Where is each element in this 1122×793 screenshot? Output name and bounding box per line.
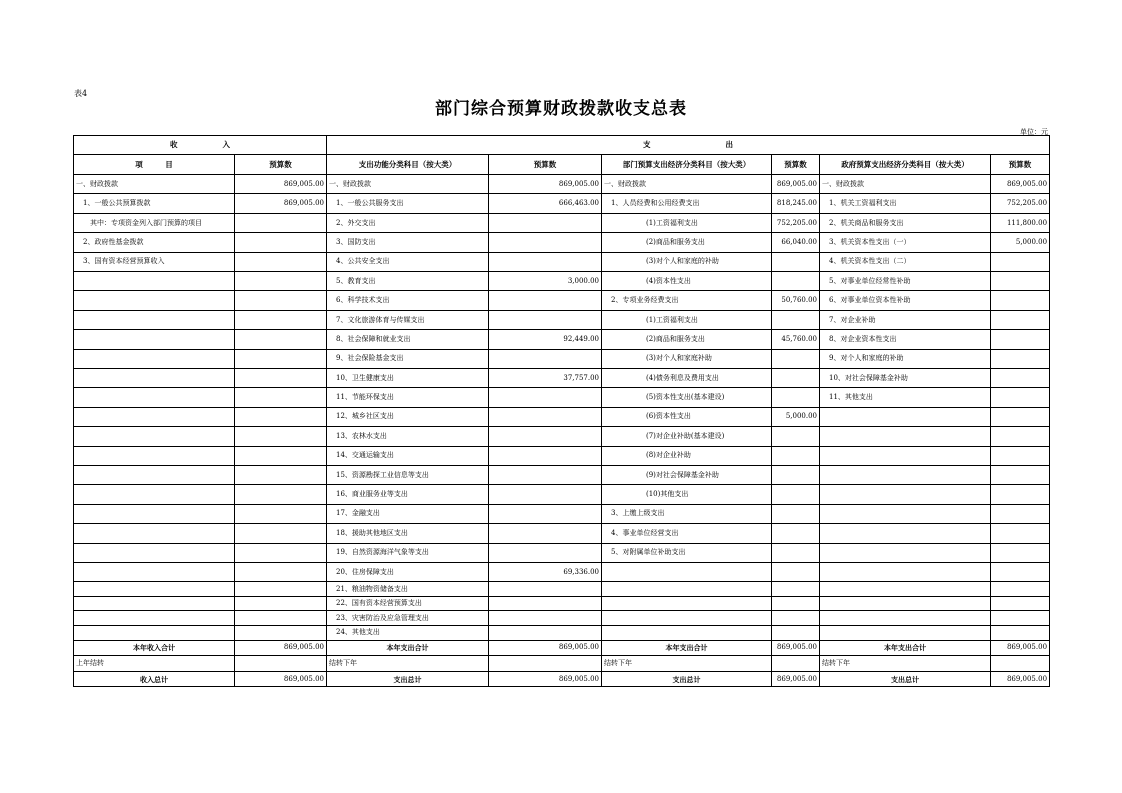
func-amount [489,388,602,407]
income-amount [235,330,327,349]
income-item [74,427,235,446]
grand-total-func-label: 支出总计 [327,671,489,687]
func-item: 2、外交支出 [327,213,489,232]
income-item [74,582,235,597]
year-total-income-amount: 869,005.00 [235,640,327,656]
func-item: 5、教育支出 [327,272,489,291]
gov-amount [991,562,1050,581]
gov-item [820,543,991,562]
gov-amount: 5,000.00 [991,233,1050,252]
table-row [74,272,1050,291]
func-amount [489,427,602,446]
dept-item [602,611,772,626]
dept-amount [772,626,820,641]
income-amount [235,349,327,368]
table-row [74,330,1050,349]
func-item: 18、援助其他地区支出 [327,524,489,543]
gov-item: 一、财政拨款 [820,175,991,194]
col-func-category: 支出功能分类科目（按大类） [327,154,489,175]
dept-amount [772,446,820,465]
col-income-item: 项 目 [74,154,235,175]
func-amount: 666,463.00 [489,194,602,213]
gov-amount: 752,205.00 [991,194,1050,213]
func-amount: 869,005.00 [489,175,602,194]
gov-item [820,485,991,504]
table-row [74,427,1050,446]
dept-amount [772,252,820,271]
dept-item: (1)工资福利支出 [602,213,772,232]
grand-total-gov-label: 支出总计 [820,671,991,687]
table-row [74,388,1050,407]
func-amount [489,626,602,641]
income-item: 2、政府性基金拨款 [74,233,235,252]
func-item: 8、社会保障和就业支出 [327,330,489,349]
income-item [74,349,235,368]
dept-item: (9)对社会保障基金补助 [602,465,772,484]
dept-item: (2)商品和服务支出 [602,330,772,349]
func-item: 10、卫生健康支出 [327,369,489,388]
func-amount [489,485,602,504]
income-item [74,485,235,504]
gov-amount [991,611,1050,626]
gov-amount [991,252,1050,271]
year-total-gov-label: 本年支出合计 [820,640,991,656]
income-item [74,446,235,465]
gov-amount [991,310,1050,329]
income-item [74,611,235,626]
income-amount: 869,005.00 [235,175,327,194]
func-item: 1、一般公共服务支出 [327,194,489,213]
func-amount [489,213,602,232]
gov-item: 9、对个人和家庭的补助 [820,349,991,368]
table-row [74,194,1050,213]
gov-item: 2、机关商品和服务支出 [820,213,991,232]
func-item: 7、文化旅游体育与传媒支出 [327,310,489,329]
dept-item: (3)对个人和家庭的补助 [602,252,772,271]
income-item [74,562,235,581]
dept-amount [772,310,820,329]
year-total-gov-amount: 869,005.00 [991,640,1050,656]
carry-func-label: 结转下年 [327,656,489,672]
gov-item: 8、对企业资本性支出 [820,330,991,349]
expense-header: 支 出 [327,136,1050,155]
year-total-dept-amount: 869,005.00 [772,640,820,656]
func-item: 16、商业服务业等支出 [327,485,489,504]
func-item: 6、科学技术支出 [327,291,489,310]
func-item: 12、城乡社区支出 [327,407,489,426]
func-item: 22、国有资本经营预算支出 [327,596,489,611]
func-item: 21、粮油物资储备支出 [327,582,489,597]
func-item: 23、灾害防治及应急管理支出 [327,611,489,626]
gov-item [820,582,991,597]
func-amount [489,252,602,271]
gov-amount [991,543,1050,562]
income-amount: 869,005.00 [235,194,327,213]
gov-amount [991,465,1050,484]
gov-amount [991,369,1050,388]
func-item: 13、农林水支出 [327,427,489,446]
table-row [74,582,1050,597]
func-amount [489,582,602,597]
func-item: 17、金融支出 [327,504,489,523]
income-amount [235,504,327,523]
dept-amount: 45,760.00 [772,330,820,349]
unit-label: 单位：元 [1020,128,1048,136]
func-item: 9、社会保险基金支出 [327,349,489,368]
dept-amount: 5,000.00 [772,407,820,426]
table-row [74,562,1050,581]
dept-amount [772,562,820,581]
income-amount [235,427,327,446]
income-item [74,596,235,611]
income-amount [235,543,327,562]
budget-table [73,135,1050,687]
dept-amount [772,485,820,504]
income-item [74,310,235,329]
gov-item: 10、对社会保障基金补助 [820,369,991,388]
income-item: 其中：专项资金列入部门预算的项目 [74,213,235,232]
dept-amount [772,543,820,562]
dept-item: (4)资本性支出 [602,272,772,291]
dept-amount: 869,005.00 [772,175,820,194]
gov-amount [991,524,1050,543]
dept-amount [772,582,820,597]
gov-amount: 869,005.00 [991,175,1050,194]
dept-item [602,596,772,611]
income-item [74,626,235,641]
gov-item: 11、其他支出 [820,388,991,407]
func-amount [489,524,602,543]
income-amount [235,310,327,329]
dept-amount [772,524,820,543]
carry-income-amount [235,656,327,672]
gov-item: 3、机关资本性支出（一） [820,233,991,252]
income-amount [235,369,327,388]
carry-func-amount [489,656,602,672]
dept-amount [772,611,820,626]
year-total-income-label: 本年收入合计 [74,640,235,656]
income-item [74,272,235,291]
dept-amount [772,465,820,484]
func-amount [489,596,602,611]
dept-amount [772,596,820,611]
dept-item: (10)其他支出 [602,485,772,504]
dept-item: (4)债务利息及费用支出 [602,369,772,388]
grand-total-dept-label: 支出总计 [602,671,772,687]
carry-gov-label: 结转下年 [820,656,991,672]
dept-item [602,562,772,581]
func-item: 15、资源勘探工业信息等支出 [327,465,489,484]
income-amount [235,233,327,252]
gov-item: 6、对事业单位资本性补助 [820,291,991,310]
func-amount [489,611,602,626]
func-amount [489,310,602,329]
func-amount [489,543,602,562]
dept-amount [772,272,820,291]
grand-total-income-label: 收入总计 [74,671,235,687]
dept-amount: 752,205.00 [772,213,820,232]
income-item: 1、一般公共预算拨款 [74,194,235,213]
col-gov-category: 政府预算支出经济分类科目（按大类） [820,154,991,175]
func-amount [489,504,602,523]
income-amount [235,407,327,426]
table-row [74,233,1050,252]
income-item: 一、财政拨款 [74,175,235,194]
func-item: 一、财政拨款 [327,175,489,194]
income-item [74,524,235,543]
table-number: 表4 [74,89,88,98]
income-amount [235,626,327,641]
gov-amount [991,446,1050,465]
gov-item [820,407,991,426]
income-item [74,369,235,388]
func-amount: 37,757.00 [489,369,602,388]
header-row-group [74,136,1050,155]
table-row [74,596,1050,611]
header-row-columns [74,154,1050,175]
income-amount [235,562,327,581]
year-total-row [74,640,1050,656]
dept-amount [772,388,820,407]
table-row [74,349,1050,368]
income-item [74,388,235,407]
dept-item [602,582,772,597]
gov-item [820,524,991,543]
dept-amount [772,427,820,446]
table-row [74,213,1050,232]
dept-item: 4、事业单位经营支出 [602,524,772,543]
gov-item [820,427,991,446]
grand-total-func-amount: 869,005.00 [489,671,602,687]
income-amount [235,291,327,310]
func-amount [489,465,602,484]
table-row [74,175,1050,194]
income-amount [235,596,327,611]
gov-item: 5、对事业单位经常性补助 [820,272,991,291]
col-dept-amount: 预算数 [772,154,820,175]
dept-amount [772,349,820,368]
func-item: 4、公共安全支出 [327,252,489,271]
dept-item: (6)资本性支出 [602,407,772,426]
income-item [74,504,235,523]
table-row [74,446,1050,465]
col-func-amount: 预算数 [489,154,602,175]
grand-total-row [74,671,1050,687]
dept-amount [772,504,820,523]
table-row [74,252,1050,271]
dept-item: (7)对企业补助(基本建设) [602,427,772,446]
table-row [74,369,1050,388]
gov-amount [991,407,1050,426]
table-row [74,485,1050,504]
carry-dept-label: 结转下年 [602,656,772,672]
carry-gov-amount [991,656,1050,672]
func-amount: 92,449.00 [489,330,602,349]
gov-item [820,465,991,484]
func-amount: 69,336.00 [489,562,602,581]
gov-item [820,626,991,641]
func-item: 3、国防支出 [327,233,489,252]
dept-item: (3)对个人和家庭补助 [602,349,772,368]
income-amount [235,252,327,271]
gov-amount: 111,800.00 [991,213,1050,232]
income-amount [235,465,327,484]
dept-item [602,626,772,641]
gov-amount [991,349,1050,368]
gov-amount [991,272,1050,291]
func-amount [489,233,602,252]
dept-item: 1、人员经费和公用经费支出 [602,194,772,213]
gov-amount [991,330,1050,349]
income-item [74,465,235,484]
dept-item: 2、专项业务经费支出 [602,291,772,310]
income-amount [235,524,327,543]
gov-item: 1、机关工资福利支出 [820,194,991,213]
func-item: 14、交通运输支出 [327,446,489,465]
table-row [74,524,1050,543]
func-amount: 3,000.00 [489,272,602,291]
income-amount [235,611,327,626]
gov-item [820,446,991,465]
table-row [74,407,1050,426]
gov-item [820,596,991,611]
gov-amount [991,582,1050,597]
gov-amount [991,485,1050,504]
col-income-amount: 预算数 [235,154,327,175]
income-item [74,330,235,349]
income-amount [235,582,327,597]
income-item [74,543,235,562]
carry-dept-amount [772,656,820,672]
gov-item: 4、机关资本性支出（二） [820,252,991,271]
gov-amount [991,596,1050,611]
income-amount [235,213,327,232]
page-title: 部门综合预算财政拨款收支总表 [435,99,687,119]
gov-amount [991,427,1050,446]
income-amount [235,485,327,504]
table-row [74,504,1050,523]
year-total-func-label: 本年支出合计 [327,640,489,656]
income-amount [235,272,327,291]
func-item: 20、住房保障支出 [327,562,489,581]
func-item: 11、节能环保支出 [327,388,489,407]
income-header: 收 入 [74,136,327,155]
carry-row [74,656,1050,672]
table-row [74,291,1050,310]
col-dept-category: 部门预算支出经济分类科目（按大类） [602,154,772,175]
dept-item: 5、对附属单位补助支出 [602,543,772,562]
func-amount [489,349,602,368]
table-row [74,611,1050,626]
dept-item: (8)对企业补助 [602,446,772,465]
income-item [74,407,235,426]
dept-amount [772,369,820,388]
gov-item: 7、对企业补助 [820,310,991,329]
carry-income-label: 上年结转 [74,656,235,672]
gov-amount [991,504,1050,523]
func-item: 19、自然资源海洋气象等支出 [327,543,489,562]
func-amount [489,446,602,465]
gov-amount [991,291,1050,310]
grand-total-dept-amount: 869,005.00 [772,671,820,687]
gov-item [820,504,991,523]
gov-amount [991,388,1050,407]
dept-item: 一、财政拨款 [602,175,772,194]
income-amount [235,388,327,407]
func-amount [489,407,602,426]
grand-total-gov-amount: 869,005.00 [991,671,1050,687]
dept-amount: 818,245.00 [772,194,820,213]
table-row [74,465,1050,484]
dept-item: 3、上缴上级支出 [602,504,772,523]
func-item: 24、其他支出 [327,626,489,641]
dept-item: (2)商品和服务支出 [602,233,772,252]
year-total-dept-label: 本年支出合计 [602,640,772,656]
table-row [74,310,1050,329]
col-gov-amount: 预算数 [991,154,1050,175]
dept-item: (1)工资福利支出 [602,310,772,329]
dept-item: (5)资本性支出(基本建设) [602,388,772,407]
gov-item [820,562,991,581]
year-total-func-amount: 869,005.00 [489,640,602,656]
table-row [74,626,1050,641]
income-item: 3、国有资本经营预算收入 [74,252,235,271]
dept-amount: 66,040.00 [772,233,820,252]
income-item [74,291,235,310]
gov-amount [991,626,1050,641]
dept-amount: 50,760.00 [772,291,820,310]
gov-item [820,611,991,626]
func-amount [489,291,602,310]
income-amount [235,446,327,465]
table-row [74,543,1050,562]
grand-total-income-amount: 869,005.00 [235,671,327,687]
